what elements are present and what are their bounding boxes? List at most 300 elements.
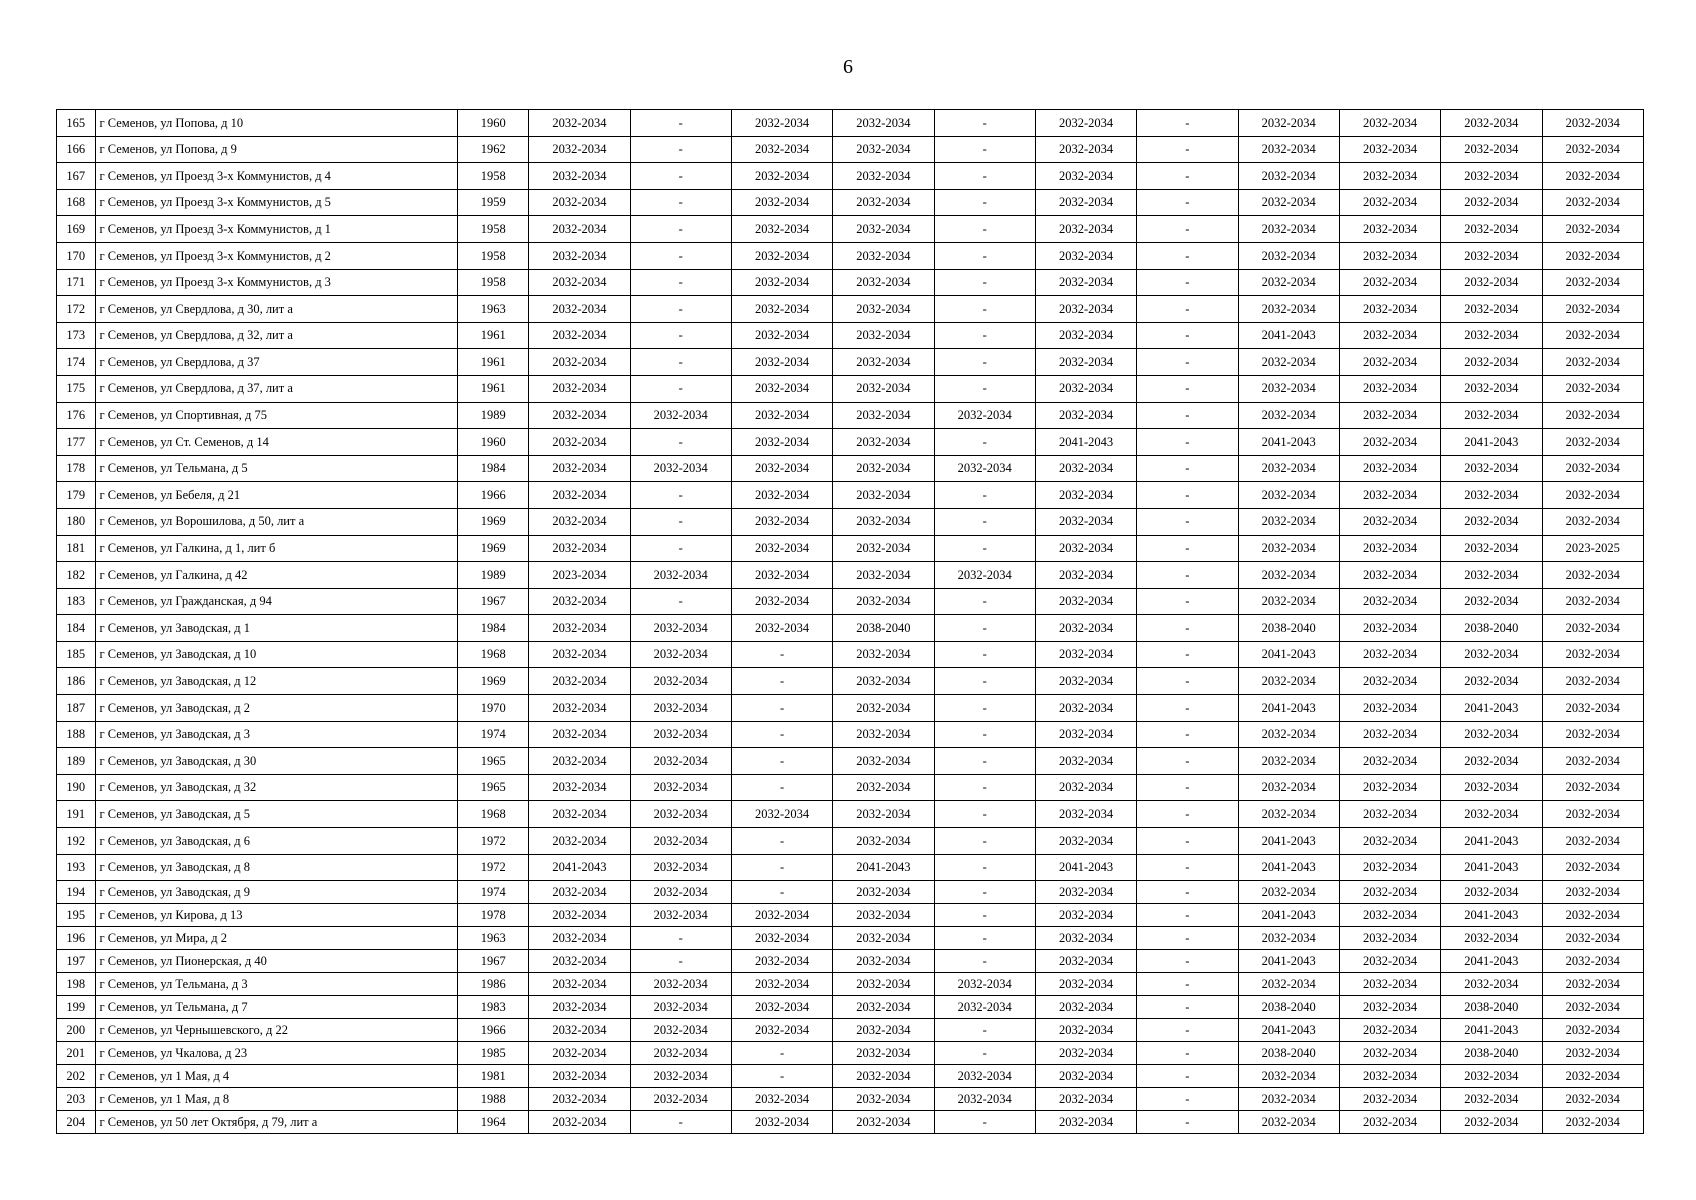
repair-period-cell: 2032-2034 xyxy=(1441,562,1542,589)
repair-period-cell: - xyxy=(934,927,1035,950)
repair-period-cell: 2032-2034 xyxy=(934,455,1035,482)
repair-period-cell: 2038-2040 xyxy=(1441,615,1542,642)
repair-period-cell: 2032-2034 xyxy=(630,721,731,748)
table-row xyxy=(57,774,1644,801)
repair-period-cell: 2041-2043 xyxy=(1238,950,1339,973)
repair-period-cell: 2032-2034 xyxy=(1339,296,1440,323)
repair-period-cell: 2032-2034 xyxy=(1542,429,1643,456)
repair-period-cell: 2032-2034 xyxy=(529,163,630,190)
repair-period-cell: 2041-2043 xyxy=(1441,854,1542,881)
repair-period-cell: 2032-2034 xyxy=(833,996,934,1019)
repair-period-cell: 2032-2034 xyxy=(731,455,832,482)
repair-period-cell: 2032-2034 xyxy=(1339,1065,1440,1088)
repair-period-cell: 2032-2034 xyxy=(833,927,934,950)
build-year-cell: 1966 xyxy=(458,482,529,509)
repair-period-cell: 2032-2034 xyxy=(1238,881,1339,904)
repair-period-cell: 2032-2034 xyxy=(1238,349,1339,376)
repair-period-cell: 2032-2034 xyxy=(731,562,832,589)
repair-period-cell: 2032-2034 xyxy=(1441,801,1542,828)
repair-period-cell: 2032-2034 xyxy=(1035,163,1136,190)
repair-period-cell: - xyxy=(1137,641,1238,668)
address-cell: г Семенов, ул Гражданская, д 94 xyxy=(95,588,458,615)
repair-period-cell: 2032-2034 xyxy=(1542,854,1643,881)
table-row xyxy=(57,950,1644,973)
repair-period-cell: 2032-2034 xyxy=(1238,927,1339,950)
build-year-cell: 1967 xyxy=(458,588,529,615)
repair-period-cell: 2041-2043 xyxy=(1238,1019,1339,1042)
repair-period-cell: 2041-2043 xyxy=(1441,828,1542,855)
repair-period-cell: - xyxy=(630,269,731,296)
repair-period-cell: 2032-2034 xyxy=(1035,322,1136,349)
row-number-cell: 192 xyxy=(57,828,96,855)
address-cell: г Семенов, ул Кирова, д 13 xyxy=(95,904,458,927)
repair-period-cell: 2032-2034 xyxy=(529,748,630,775)
repair-period-cell: - xyxy=(934,904,1035,927)
repair-period-cell: 2032-2034 xyxy=(1542,1111,1643,1134)
repair-period-cell: 2032-2034 xyxy=(1542,748,1643,775)
build-year-cell: 1961 xyxy=(458,322,529,349)
repair-period-cell: 2032-2034 xyxy=(934,973,1035,996)
repair-period-cell: - xyxy=(934,881,1035,904)
repair-period-cell: 2032-2034 xyxy=(833,110,934,137)
repair-period-cell: 2032-2034 xyxy=(1441,216,1542,243)
repair-period-cell: 2032-2034 xyxy=(833,429,934,456)
repair-period-cell: - xyxy=(934,110,1035,137)
repair-period-cell: 2032-2034 xyxy=(1441,641,1542,668)
repair-period-cell: 2032-2034 xyxy=(529,996,630,1019)
repair-period-cell: 2032-2034 xyxy=(731,163,832,190)
repair-period-cell: 2032-2034 xyxy=(1441,163,1542,190)
repair-period-cell: 2032-2034 xyxy=(934,1088,1035,1111)
repair-period-cell: 2032-2034 xyxy=(529,296,630,323)
repair-period-cell: 2032-2034 xyxy=(731,242,832,269)
repair-period-cell: 2041-2043 xyxy=(529,854,630,881)
address-cell: г Семенов, ул Ст. Семенов, д 14 xyxy=(95,429,458,456)
table-row xyxy=(57,402,1644,429)
repair-period-cell: - xyxy=(731,828,832,855)
repair-period-cell: 2032-2034 xyxy=(1035,588,1136,615)
repair-period-cell: 2032-2034 xyxy=(934,1065,1035,1088)
repair-period-cell: - xyxy=(1137,269,1238,296)
repair-period-cell: 2032-2034 xyxy=(731,1088,832,1111)
repair-period-cell: 2032-2034 xyxy=(529,402,630,429)
repair-period-cell: 2032-2034 xyxy=(1542,615,1643,642)
repair-period-cell: - xyxy=(934,189,1035,216)
repair-period-cell: 2032-2034 xyxy=(833,322,934,349)
repair-period-cell: 2032-2034 xyxy=(1238,136,1339,163)
address-cell: г Семенов, ул Заводская, д 3 xyxy=(95,721,458,748)
repair-period-cell: 2032-2034 xyxy=(1441,774,1542,801)
repair-period-cell: 2032-2034 xyxy=(731,904,832,927)
table-row xyxy=(57,216,1644,243)
row-number-cell: 201 xyxy=(57,1042,96,1065)
repair-period-cell: - xyxy=(1137,950,1238,973)
repair-period-cell: 2032-2034 xyxy=(1542,562,1643,589)
build-year-cell: 1965 xyxy=(458,774,529,801)
repair-period-cell: 2038-2040 xyxy=(1441,996,1542,1019)
row-number-cell: 188 xyxy=(57,721,96,748)
repair-period-cell: 2041-2043 xyxy=(1238,429,1339,456)
row-number-cell: 186 xyxy=(57,668,96,695)
table-row xyxy=(57,695,1644,722)
repair-period-cell: 2032-2034 xyxy=(1542,322,1643,349)
repair-period-cell: 2032-2034 xyxy=(731,927,832,950)
row-number-cell: 198 xyxy=(57,973,96,996)
repair-period-cell: 2032-2034 xyxy=(529,455,630,482)
repair-period-cell: 2032-2034 xyxy=(1238,588,1339,615)
build-year-cell: 1984 xyxy=(458,615,529,642)
repair-period-cell: 2032-2034 xyxy=(1542,881,1643,904)
build-year-cell: 1981 xyxy=(458,1065,529,1088)
repair-period-cell: 2032-2034 xyxy=(731,189,832,216)
address-cell: г Семенов, ул Тельмана, д 3 xyxy=(95,973,458,996)
repair-period-cell: 2032-2034 xyxy=(1542,1088,1643,1111)
row-number-cell: 176 xyxy=(57,402,96,429)
repair-period-cell: 2032-2034 xyxy=(529,904,630,927)
repair-period-cell: 2032-2034 xyxy=(1035,721,1136,748)
build-year-cell: 1972 xyxy=(458,828,529,855)
repair-period-cell: 2032-2034 xyxy=(1441,1088,1542,1111)
repair-period-cell: 2032-2034 xyxy=(1542,1042,1643,1065)
row-number-cell: 200 xyxy=(57,1019,96,1042)
table-row xyxy=(57,535,1644,562)
repair-period-cell: 2032-2034 xyxy=(529,429,630,456)
repair-period-cell: 2032-2034 xyxy=(1542,950,1643,973)
repair-period-cell: - xyxy=(934,136,1035,163)
repair-period-cell: 2032-2034 xyxy=(1339,1042,1440,1065)
table-row xyxy=(57,1111,1644,1134)
build-year-cell: 1974 xyxy=(458,881,529,904)
repair-period-cell: - xyxy=(630,927,731,950)
repair-period-cell: 2032-2034 xyxy=(1035,996,1136,1019)
build-year-cell: 1959 xyxy=(458,189,529,216)
build-year-cell: 1961 xyxy=(458,375,529,402)
repair-period-cell: - xyxy=(1137,216,1238,243)
repair-period-cell: - xyxy=(1137,801,1238,828)
table-row xyxy=(57,242,1644,269)
repair-period-cell: 2032-2034 xyxy=(731,429,832,456)
table-row xyxy=(57,136,1644,163)
repair-period-cell: 2032-2034 xyxy=(833,828,934,855)
repair-period-cell: 2032-2034 xyxy=(1339,322,1440,349)
repair-period-cell: 2032-2034 xyxy=(1238,721,1339,748)
repair-period-cell: 2032-2034 xyxy=(1035,828,1136,855)
address-cell: г Семенов, ул Бебеля, д 21 xyxy=(95,482,458,509)
table-row xyxy=(57,482,1644,509)
repair-period-cell: 2032-2034 xyxy=(1238,110,1339,137)
repair-period-cell: 2038-2040 xyxy=(833,615,934,642)
repair-period-cell: 2032-2034 xyxy=(1441,322,1542,349)
repair-period-cell: 2032-2034 xyxy=(731,801,832,828)
repair-period-cell: 2032-2034 xyxy=(1542,136,1643,163)
repair-period-cell: 2032-2034 xyxy=(731,269,832,296)
repair-period-cell: - xyxy=(1137,375,1238,402)
repair-period-cell: 2032-2034 xyxy=(1238,455,1339,482)
repair-period-cell: 2032-2034 xyxy=(630,615,731,642)
build-year-cell: 1970 xyxy=(458,695,529,722)
repair-period-cell: 2032-2034 xyxy=(1238,402,1339,429)
repair-period-cell: - xyxy=(731,641,832,668)
repair-period-cell: 2032-2034 xyxy=(1339,163,1440,190)
address-cell: г Семенов, ул Тельмана, д 7 xyxy=(95,996,458,1019)
repair-period-cell: - xyxy=(1137,1111,1238,1134)
repair-period-cell: 2032-2034 xyxy=(1035,881,1136,904)
address-cell: г Семенов, ул Проезд 3-х Коммунистов, д 4 xyxy=(95,163,458,190)
page-number: 6 xyxy=(843,56,853,78)
repair-period-cell: 2032-2034 xyxy=(630,1065,731,1088)
repair-period-cell: 2032-2034 xyxy=(529,973,630,996)
repair-period-cell: 2032-2034 xyxy=(1035,110,1136,137)
repair-period-cell: - xyxy=(934,322,1035,349)
repair-period-cell: - xyxy=(731,668,832,695)
repair-period-cell: 2041-2043 xyxy=(1238,322,1339,349)
row-number-cell: 179 xyxy=(57,482,96,509)
repair-period-cell: 2041-2043 xyxy=(1238,695,1339,722)
address-cell: г Семенов, ул Свердлова, д 37 xyxy=(95,349,458,376)
repair-period-cell: 2032-2034 xyxy=(529,641,630,668)
table-row xyxy=(57,641,1644,668)
repair-period-cell: - xyxy=(630,482,731,509)
repair-period-cell: 2032-2034 xyxy=(1035,402,1136,429)
repair-period-cell: 2032-2034 xyxy=(630,1042,731,1065)
repair-period-cell: 2032-2034 xyxy=(630,801,731,828)
repair-period-cell: 2032-2034 xyxy=(1339,562,1440,589)
repair-period-cell: - xyxy=(1137,322,1238,349)
repair-period-cell: - xyxy=(630,322,731,349)
row-number-cell: 190 xyxy=(57,774,96,801)
repair-period-cell: 2032-2034 xyxy=(1339,1019,1440,1042)
repair-period-cell: 2032-2034 xyxy=(1035,269,1136,296)
build-year-cell: 1964 xyxy=(458,1111,529,1134)
repair-period-cell: 2032-2034 xyxy=(731,482,832,509)
repair-period-cell: 2032-2034 xyxy=(1035,1042,1136,1065)
repair-period-cell: - xyxy=(934,801,1035,828)
repair-period-cell: 2032-2034 xyxy=(1339,881,1440,904)
build-year-cell: 1958 xyxy=(458,242,529,269)
address-cell: г Семенов, ул Тельмана, д 5 xyxy=(95,455,458,482)
repair-period-cell: 2032-2034 xyxy=(1441,1065,1542,1088)
build-year-cell: 1958 xyxy=(458,216,529,243)
row-number-cell: 203 xyxy=(57,1088,96,1111)
repair-period-cell: 2032-2034 xyxy=(630,402,731,429)
address-cell: г Семенов, ул Свердлова, д 37, лит а xyxy=(95,375,458,402)
repair-period-cell: 2032-2034 xyxy=(1542,996,1643,1019)
repair-period-cell: 2032-2034 xyxy=(529,1042,630,1065)
row-number-cell: 171 xyxy=(57,269,96,296)
table-row xyxy=(57,1088,1644,1111)
address-cell: г Семенов, ул Чернышевского, д 22 xyxy=(95,1019,458,1042)
repair-period-cell: 2032-2034 xyxy=(529,615,630,642)
repair-period-cell: 2032-2034 xyxy=(833,695,934,722)
repair-period-cell: 2032-2034 xyxy=(1441,189,1542,216)
repair-period-cell: - xyxy=(1137,881,1238,904)
repair-period-cell: 2032-2034 xyxy=(731,1111,832,1134)
repair-period-cell: 2032-2034 xyxy=(529,375,630,402)
build-year-cell: 1960 xyxy=(458,110,529,137)
repair-period-cell: 2032-2034 xyxy=(731,136,832,163)
table-row xyxy=(57,508,1644,535)
repair-period-cell: - xyxy=(934,296,1035,323)
repair-period-cell: 2032-2034 xyxy=(731,349,832,376)
address-cell: г Семенов, ул 50 лет Октября, д 79, лит а xyxy=(95,1111,458,1134)
build-year-cell: 1969 xyxy=(458,535,529,562)
repair-period-cell: 2032-2034 xyxy=(1542,641,1643,668)
repair-period-cell: - xyxy=(934,774,1035,801)
repair-period-cell: - xyxy=(934,950,1035,973)
repair-period-cell: 2032-2034 xyxy=(1035,695,1136,722)
table-row xyxy=(57,163,1644,190)
repair-period-cell: 2032-2034 xyxy=(529,927,630,950)
repair-period-cell: - xyxy=(731,1042,832,1065)
repair-period-cell: 2032-2034 xyxy=(1441,668,1542,695)
table-row xyxy=(57,748,1644,775)
repair-period-cell: - xyxy=(1137,996,1238,1019)
repair-period-cell: - xyxy=(630,216,731,243)
repair-period-cell: 2032-2034 xyxy=(1542,402,1643,429)
repair-period-cell: 2032-2034 xyxy=(1035,189,1136,216)
repair-period-cell: 2032-2034 xyxy=(529,1088,630,1111)
repair-period-cell: 2032-2034 xyxy=(833,402,934,429)
repair-period-cell: 2032-2034 xyxy=(731,1019,832,1042)
repair-period-cell: - xyxy=(630,535,731,562)
table-row xyxy=(57,455,1644,482)
address-cell: г Семенов, ул Заводская, д 9 xyxy=(95,881,458,904)
build-year-cell: 1989 xyxy=(458,562,529,589)
repair-period-cell: 2032-2034 xyxy=(1339,455,1440,482)
repair-period-cell: 2032-2034 xyxy=(1441,136,1542,163)
repair-period-cell: 2032-2034 xyxy=(529,1019,630,1042)
repair-period-cell: 2032-2034 xyxy=(1035,641,1136,668)
repair-period-cell: 2032-2034 xyxy=(1035,950,1136,973)
repair-period-cell: 2032-2034 xyxy=(833,881,934,904)
repair-period-cell: 2032-2034 xyxy=(1339,136,1440,163)
repair-period-cell: 2032-2034 xyxy=(934,562,1035,589)
row-number-cell: 196 xyxy=(57,927,96,950)
repair-period-cell: 2032-2034 xyxy=(1238,1088,1339,1111)
repair-period-cell: 2032-2034 xyxy=(1035,1019,1136,1042)
repair-period-cell: - xyxy=(1137,774,1238,801)
row-number-cell: 191 xyxy=(57,801,96,828)
row-number-cell: 172 xyxy=(57,296,96,323)
repair-period-cell: 2032-2034 xyxy=(731,535,832,562)
build-year-cell: 1985 xyxy=(458,1042,529,1065)
repair-period-cell: 2032-2034 xyxy=(833,774,934,801)
repair-period-cell: - xyxy=(1137,482,1238,509)
repair-period-cell: 2032-2034 xyxy=(529,482,630,509)
repair-period-cell: - xyxy=(1137,189,1238,216)
repair-period-cell: 2032-2034 xyxy=(1035,562,1136,589)
address-cell: г Семенов, ул Спортивная, д 75 xyxy=(95,402,458,429)
repair-period-cell: 2032-2034 xyxy=(1542,927,1643,950)
repair-period-cell: 2032-2034 xyxy=(1441,110,1542,137)
repair-period-cell: 2032-2034 xyxy=(1035,774,1136,801)
repair-period-cell: 2032-2034 xyxy=(1035,748,1136,775)
table-row xyxy=(57,322,1644,349)
row-number-cell: 174 xyxy=(57,349,96,376)
repair-period-cell: 2032-2034 xyxy=(1339,588,1440,615)
repair-period-cell: 2032-2034 xyxy=(1339,482,1440,509)
repair-period-cell: 2032-2034 xyxy=(529,189,630,216)
row-number-cell: 165 xyxy=(57,110,96,137)
build-year-cell: 1963 xyxy=(458,296,529,323)
row-number-cell: 175 xyxy=(57,375,96,402)
repair-period-cell: - xyxy=(1137,615,1238,642)
table-row xyxy=(57,375,1644,402)
repair-period-cell: 2032-2034 xyxy=(1441,748,1542,775)
repair-period-cell: 2032-2034 xyxy=(1441,375,1542,402)
repair-period-cell: - xyxy=(731,1065,832,1088)
repair-period-cell: - xyxy=(630,349,731,376)
repair-period-cell: 2041-2043 xyxy=(1238,904,1339,927)
repair-period-cell: 2032-2034 xyxy=(1035,535,1136,562)
row-number-cell: 180 xyxy=(57,508,96,535)
repair-period-cell: - xyxy=(731,854,832,881)
repair-period-cell: 2032-2034 xyxy=(1238,973,1339,996)
table-row xyxy=(57,429,1644,456)
repair-period-cell: 2032-2034 xyxy=(1339,110,1440,137)
repair-period-cell: 2032-2034 xyxy=(630,668,731,695)
repair-period-cell: 2032-2034 xyxy=(1441,508,1542,535)
repair-period-cell: - xyxy=(1137,588,1238,615)
repair-period-cell: - xyxy=(731,695,832,722)
repair-period-cell: - xyxy=(1137,136,1238,163)
repair-period-cell: 2032-2034 xyxy=(1339,904,1440,927)
repair-period-cell: - xyxy=(934,535,1035,562)
repair-period-cell: 2032-2034 xyxy=(1542,269,1643,296)
row-number-cell: 189 xyxy=(57,748,96,775)
table-row xyxy=(57,721,1644,748)
table-row xyxy=(57,996,1644,1019)
build-year-cell: 1961 xyxy=(458,349,529,376)
address-cell: г Семенов, ул Проезд 3-х Коммунистов, д 5 xyxy=(95,189,458,216)
repair-period-cell: 2032-2034 xyxy=(529,950,630,973)
repair-period-cell: 2032-2034 xyxy=(1542,801,1643,828)
repair-period-cell: - xyxy=(1137,110,1238,137)
repair-period-cell: 2032-2034 xyxy=(1542,668,1643,695)
repair-period-cell: - xyxy=(1137,429,1238,456)
repair-period-cell: 2032-2034 xyxy=(630,854,731,881)
repair-period-cell: 2032-2034 xyxy=(529,588,630,615)
repair-period-cell: - xyxy=(731,881,832,904)
row-number-cell: 202 xyxy=(57,1065,96,1088)
repair-period-cell: 2032-2034 xyxy=(833,904,934,927)
repair-period-cell: 2023-2025 xyxy=(1542,535,1643,562)
address-cell: г Семенов, ул Заводская, д 2 xyxy=(95,695,458,722)
address-cell: г Семенов, ул 1 Мая, д 4 xyxy=(95,1065,458,1088)
table-row xyxy=(57,615,1644,642)
repair-period-cell: 2032-2034 xyxy=(934,402,1035,429)
repair-period-cell: 2032-2034 xyxy=(833,973,934,996)
repair-period-cell: 2041-2043 xyxy=(1238,828,1339,855)
build-year-cell: 1962 xyxy=(458,136,529,163)
repair-period-cell: 2032-2034 xyxy=(1238,1111,1339,1134)
table-row xyxy=(57,828,1644,855)
repair-period-cell: - xyxy=(1137,695,1238,722)
address-cell: г Семенов, ул Проезд 3-х Коммунистов, д 3 xyxy=(95,269,458,296)
repair-period-cell: - xyxy=(934,482,1035,509)
repair-period-cell: 2032-2034 xyxy=(1441,242,1542,269)
repair-period-cell: 2032-2034 xyxy=(630,562,731,589)
repair-period-cell: 2032-2034 xyxy=(1238,482,1339,509)
row-number-cell: 195 xyxy=(57,904,96,927)
repair-period-cell: - xyxy=(731,721,832,748)
repair-period-cell: 2041-2043 xyxy=(1441,950,1542,973)
repair-period-cell: 2032-2034 xyxy=(1238,562,1339,589)
repair-period-cell: 2032-2034 xyxy=(833,296,934,323)
repair-period-cell: 2032-2034 xyxy=(1542,482,1643,509)
build-year-cell: 1968 xyxy=(458,801,529,828)
address-cell: г Семенов, ул Галкина, д 1, лит б xyxy=(95,535,458,562)
